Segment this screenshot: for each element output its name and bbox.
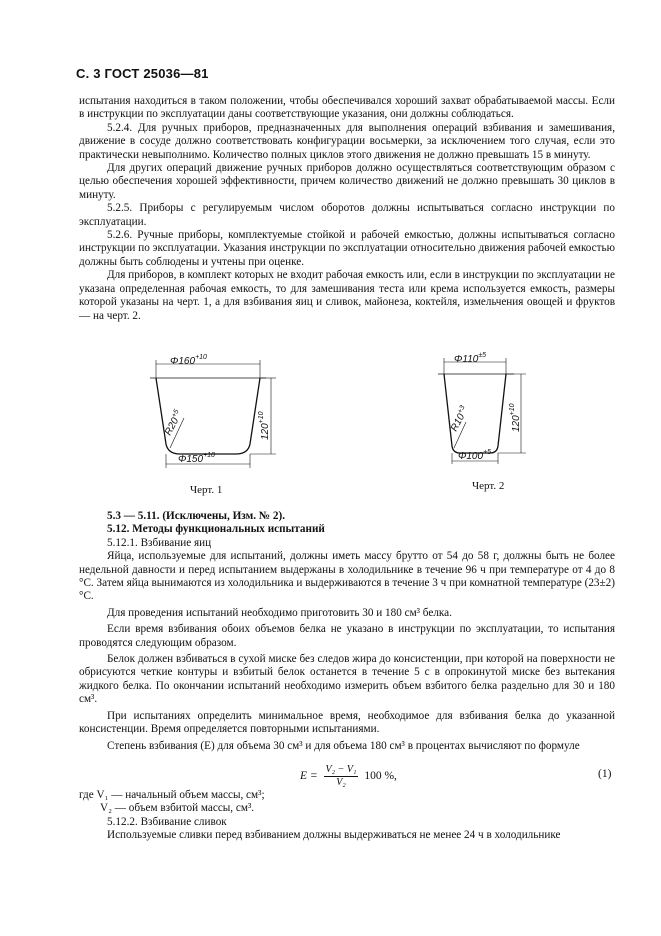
- text-block-intro: [79, 95, 615, 323]
- paragraph: При испытаниях определить минимальное время, необходимое для взбивания белка до указанной консистенции. Время определяется повторными испытаниями.: [79, 709, 615, 736]
- drawing-bowl-1: [140, 352, 280, 472]
- formula: [300, 764, 397, 789]
- paragraph: Используемые сливки перед взбиванием должны выдерживаться не менее 24 ч в холодильнике: [107, 829, 561, 842]
- paragraph: Если время взбивания обоих объемов белка не указано в инструкции по эксплуатации, то испытания проводятся следующим образом.: [79, 623, 615, 649]
- where-v2: V₂ — объем взбитой массы, см³.: [100, 802, 255, 815]
- section-5-12-1: 5.12.1. Взбивание яиц: [107, 536, 212, 549]
- paragraph-5-2-5: 5.2.5. Приборы с регулируемым числом оборотов должны испытываться согласно инструкции по эксплуатации.: [79, 202, 615, 228]
- section-5-12-2: 5.12.2. Взбивание сливок: [107, 815, 227, 828]
- paragraph: испытания находиться в таком положении, чтобы обеспечивался хороший захват обрабатываемой массы. Если в инструкции по эксплуатации даны соответствующие указания, они должны соблюдаться.: [79, 95, 615, 121]
- paragraph: Белок должен взбиваться в сухой миске без следов жира до консистенции, при которой на поверхности не обрисуются четкие контуры и взбитый белок останется в течение 5 с в опрокинутой миске без вытекания жидкого белка. По окончании испытаний необходимо измерить объем взбитого белка раздельно для 30 и 180 см³.: [79, 653, 615, 706]
- dim-bottom-2: $\Phi 100^{+5}$: [458, 449, 492, 462]
- text-block-methods: [79, 510, 615, 753]
- paragraph-5-2-6: 5.2.6. Ручные приборы, комплектуемые стойкой и рабочей емкостью, должны испытываться согласно инструкции по эксплуатации. Указания инструкции по эксплуатации относительно движения рабочей емкостью должны быть соблюдены и учтены при оценке.: [79, 229, 615, 268]
- drawing-bowl-2: [430, 352, 530, 467]
- formula-fraction: [324, 764, 359, 789]
- dim-height-2: $120^{+10}$: [509, 403, 522, 432]
- caption-fig-2: Черт. 2: [472, 480, 505, 492]
- text-block-where: [79, 789, 615, 843]
- dim-bottom-1: $\Phi 150^{+10}$: [178, 452, 215, 465]
- page-header: С. 3 ГОСТ 25036—81: [76, 66, 209, 81]
- formula-numerator: V₂ − V₁: [325, 764, 357, 775]
- paragraph: Степень взбивания (E) для объема 30 см³ и для объема 180 см³ в процентах вычисляют по формуле: [107, 739, 580, 752]
- dim-radius-2: $R10^{+3}$: [448, 404, 468, 434]
- formula-lhs: E =: [300, 770, 318, 783]
- dim-height-1: $120^{+10}$: [258, 411, 271, 440]
- caption-fig-1: Черт. 1: [190, 484, 223, 496]
- dim-radius-1: $R20^{+5}$: [162, 408, 182, 438]
- section-5-12: 5.12. Методы функциональных испытаний: [107, 523, 325, 536]
- paragraph: Для проведения испытаний необходимо приготовить 30 и 180 см³ белка.: [107, 606, 452, 619]
- section-5-3: 5.3 — 5.11. (Исключены, Изм. № 2).: [107, 510, 286, 522]
- paragraph: Для других операций движение ручных приборов должно осуществляться соответствующим образом с целью обеспечения хорошей эффективности, причем количество движений не должно превышать 30 циклов в минуту.: [79, 162, 615, 201]
- where-v1: где V₁ — начальный объем массы, см³;: [79, 789, 265, 801]
- paragraph: Для приборов, в комплект которых не входит рабочая емкость или, если в инструкции по эксплуатации не указана определенная рабочая емкость, то для замешивания теста или крема используется емкость, размеры которой указаны на черт. 1, а для взбивания яиц и сливок, майонеза, коктейля, измельчения овощей и фруктов — на черт. 2.: [79, 269, 615, 322]
- paragraph: Яйца, используемые для испытаний, должны иметь массу брутто от 54 до 58 г, должны быть не более недельной давности и перед испытанием выдержаны в холодильнике в течение 96 ч при температуре от 4 до 8 °С. Затем яйца вынимаются из холодильника и выдерживаются в течение 3 ч при комнатной температуре (23±2) °С.: [79, 550, 615, 603]
- equation-number: (1): [598, 768, 612, 780]
- dim-top-2: $\Phi 110^{\pm 5}$: [454, 352, 487, 365]
- paragraph-5-2-4: 5.2.4. Для ручных приборов, предназначенных для выполнения операций взбивания и замешивания, движение в сосуде должно соответствовать конфигурации восьмерки, за исключением того случая, если это практически невыполнимо. Количество полных циклов этого движения не должно превышать 15 в минуту.: [79, 121, 615, 161]
- dim-top-1: $\Phi 160^{+10}$: [170, 354, 207, 367]
- formula-rhs: 100 %,: [364, 770, 397, 783]
- formula-denominator: V₂: [336, 777, 346, 788]
